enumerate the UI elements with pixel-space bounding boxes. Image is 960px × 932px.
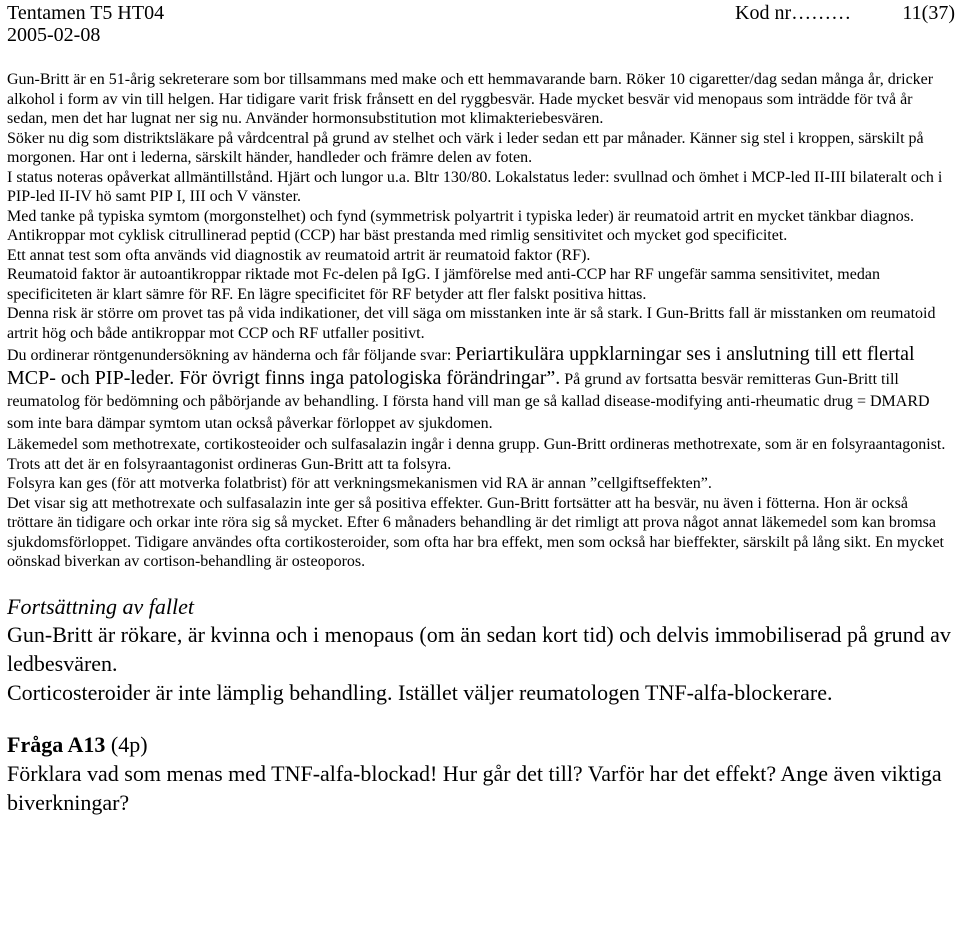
continuation-paragraph: Gun-Britt är rökare, är kvinna och i menopaus (om än sedan kort tid) och delvis immobiliserad på grund av ledbesvären. — [7, 621, 951, 676]
continuation-section — [7, 594, 955, 707]
exam-title: Tentamen T5 HT04 — [7, 2, 165, 24]
question-text: Förklara vad som menas med TNF-alfa-blockad! Hur går det till? Varför har det effekt? Ange även viktiga biverkningar? — [7, 760, 942, 815]
referral-text: På grund av fortsatta besvär remitteras Gun-Britt till reumatolog för bedömning och påbörjande av behandling. I första hand vill man ge så kallad disease-modifying anti-rheumatic drug = DMARD som inte bara dämpar symtom utan också påverkar förloppet av sjukdomen. — [7, 371, 930, 432]
continuation-paragraph: Corticosteroider är inte lämplig behandling. Istället väljer reumatologen TNF-alfa-blockerare. — [7, 679, 833, 705]
question-heading — [7, 731, 955, 759]
code-number-label: Kod nr……… — [735, 2, 852, 24]
document-page — [7, 0, 955, 817]
case-paragraph: Läkemedel som methotrexate, cortikosteoider och sulfasalazin ingår i denna grupp. Gun-Britt ordineras methotrexate, som är en folsyraantagonist. Trots att det är en folsyraantagonist ordineras Gun-Britt att ta folsyra. — [7, 436, 946, 473]
case-paragraph: Gun-Britt är en 51-årig sekreterare som bor tillsammans med make och ett hemmavarande barn. Röker 10 cigaretter/dag sedan många år, dricker alkohol i form av vin till helgen. Har tidigare varit frisk frånsett en del ryggbesvär. Hade mycket besvär vid menopaus som inträdde för två år sedan, men det har lugnat ner sig nu. Använder hormonsubstitution mot klimakteriebesvären. — [7, 71, 934, 127]
question-points: (4p) — [105, 731, 148, 757]
case-paragraph: Denna risk är större om provet tas på vida indikationer, det vill säga om misstanken inte är så stark. I Gun-Britts fall är misstanken om reumatoid artrit hög och både antikroppar mot CCP och RF utfaller positivt. — [7, 305, 936, 342]
case-paragraph: Det visar sig att methotrexate och sulfasalazin inte ger så positiva effekter. Gun-Britt fortsätter att ha besvär, nu även i fötterna. Hon är också tröttare än tidigare och orkar inte röra sig så mycket. Efter 6 månaders behandling är det rimligt att prova något annat läkemedel som kan bromsa sjukdomsförloppet. Tidigare användes ofta cortikosteroider, som ofta har bra effekt, men som också har bieffekter, särskilt på lång sikt. En mycket oönskad biverkan av cortison-behandling är osteoporos. — [7, 494, 944, 570]
case-paragraph: I status noteras opåverkat allmäntillstånd. Hjärt och lungor u.a. Bltr 130/80. Lokalstatus leder: svullnad och ömhet i MCP-led II-III bilateralt och i PIP-led II-IV hö samt PIP I, III och V vänster. — [7, 168, 943, 205]
case-paragraph: Antikroppar mot cyklisk citrullinerad peptid (CCP) har bäst prestanda med rimlig sensitivitet och mycket god specificitet. — [7, 227, 788, 244]
case-paragraph: Folsyra kan ges (för att motverka folatbrist) för att verkningsmekanismen vid RA är annan ”cellgiftseffekten”. — [7, 475, 712, 492]
case-description — [7, 70, 955, 572]
page-number: 11(37) — [902, 2, 955, 24]
case-paragraph: Reumatoid faktor är autoantikroppar riktade mot Fc-delen på IgG. I jämförelse med anti-CCP har RF ungefär samma sensitivitet, medan specificiteten är klart sämre för RF. En lägre specificitet för RF betyder att fler falskt positiva hittas. — [7, 266, 880, 303]
case-paragraph: Söker nu dig som distriktsläkare på vårdcentral på grund av stelhet och värk i leder sedan ett par månader. Känner sig stel i kroppen, särskilt på morgonen. Har ont i lederna, särskilt händer, handleder och främre delen av foten. — [7, 129, 924, 166]
xray-finding: Periartikulära uppklarningar ses i anslutning till ett flertal MCP- och PIP-leder. För övrigt finns inga patologiska förändringar”. — [7, 343, 915, 389]
case-paragraph: Ett annat test som ofta används vid diagnostik av reumatoid artrit är reumatoid faktor (RF). — [7, 246, 591, 264]
exam-date: 2005-02-08 — [7, 24, 101, 46]
page-header — [7, 0, 955, 44]
xray-intro: Du ordinerar röntgenundersökning av händerna och får följande svar: — [7, 347, 456, 364]
case-paragraph: Med tanke på typiska symtom (morgonstelhet) och fynd (symmetrisk polyartrit i typiska leder) är reumatoid artrit en mycket tänkbar diagnos. — [7, 207, 915, 225]
question-section — [7, 731, 955, 817]
xray-paragraph — [7, 343, 955, 435]
question-label: Fråga A13 — [7, 731, 106, 757]
continuation-heading: Fortsättning av fallet — [7, 593, 194, 619]
